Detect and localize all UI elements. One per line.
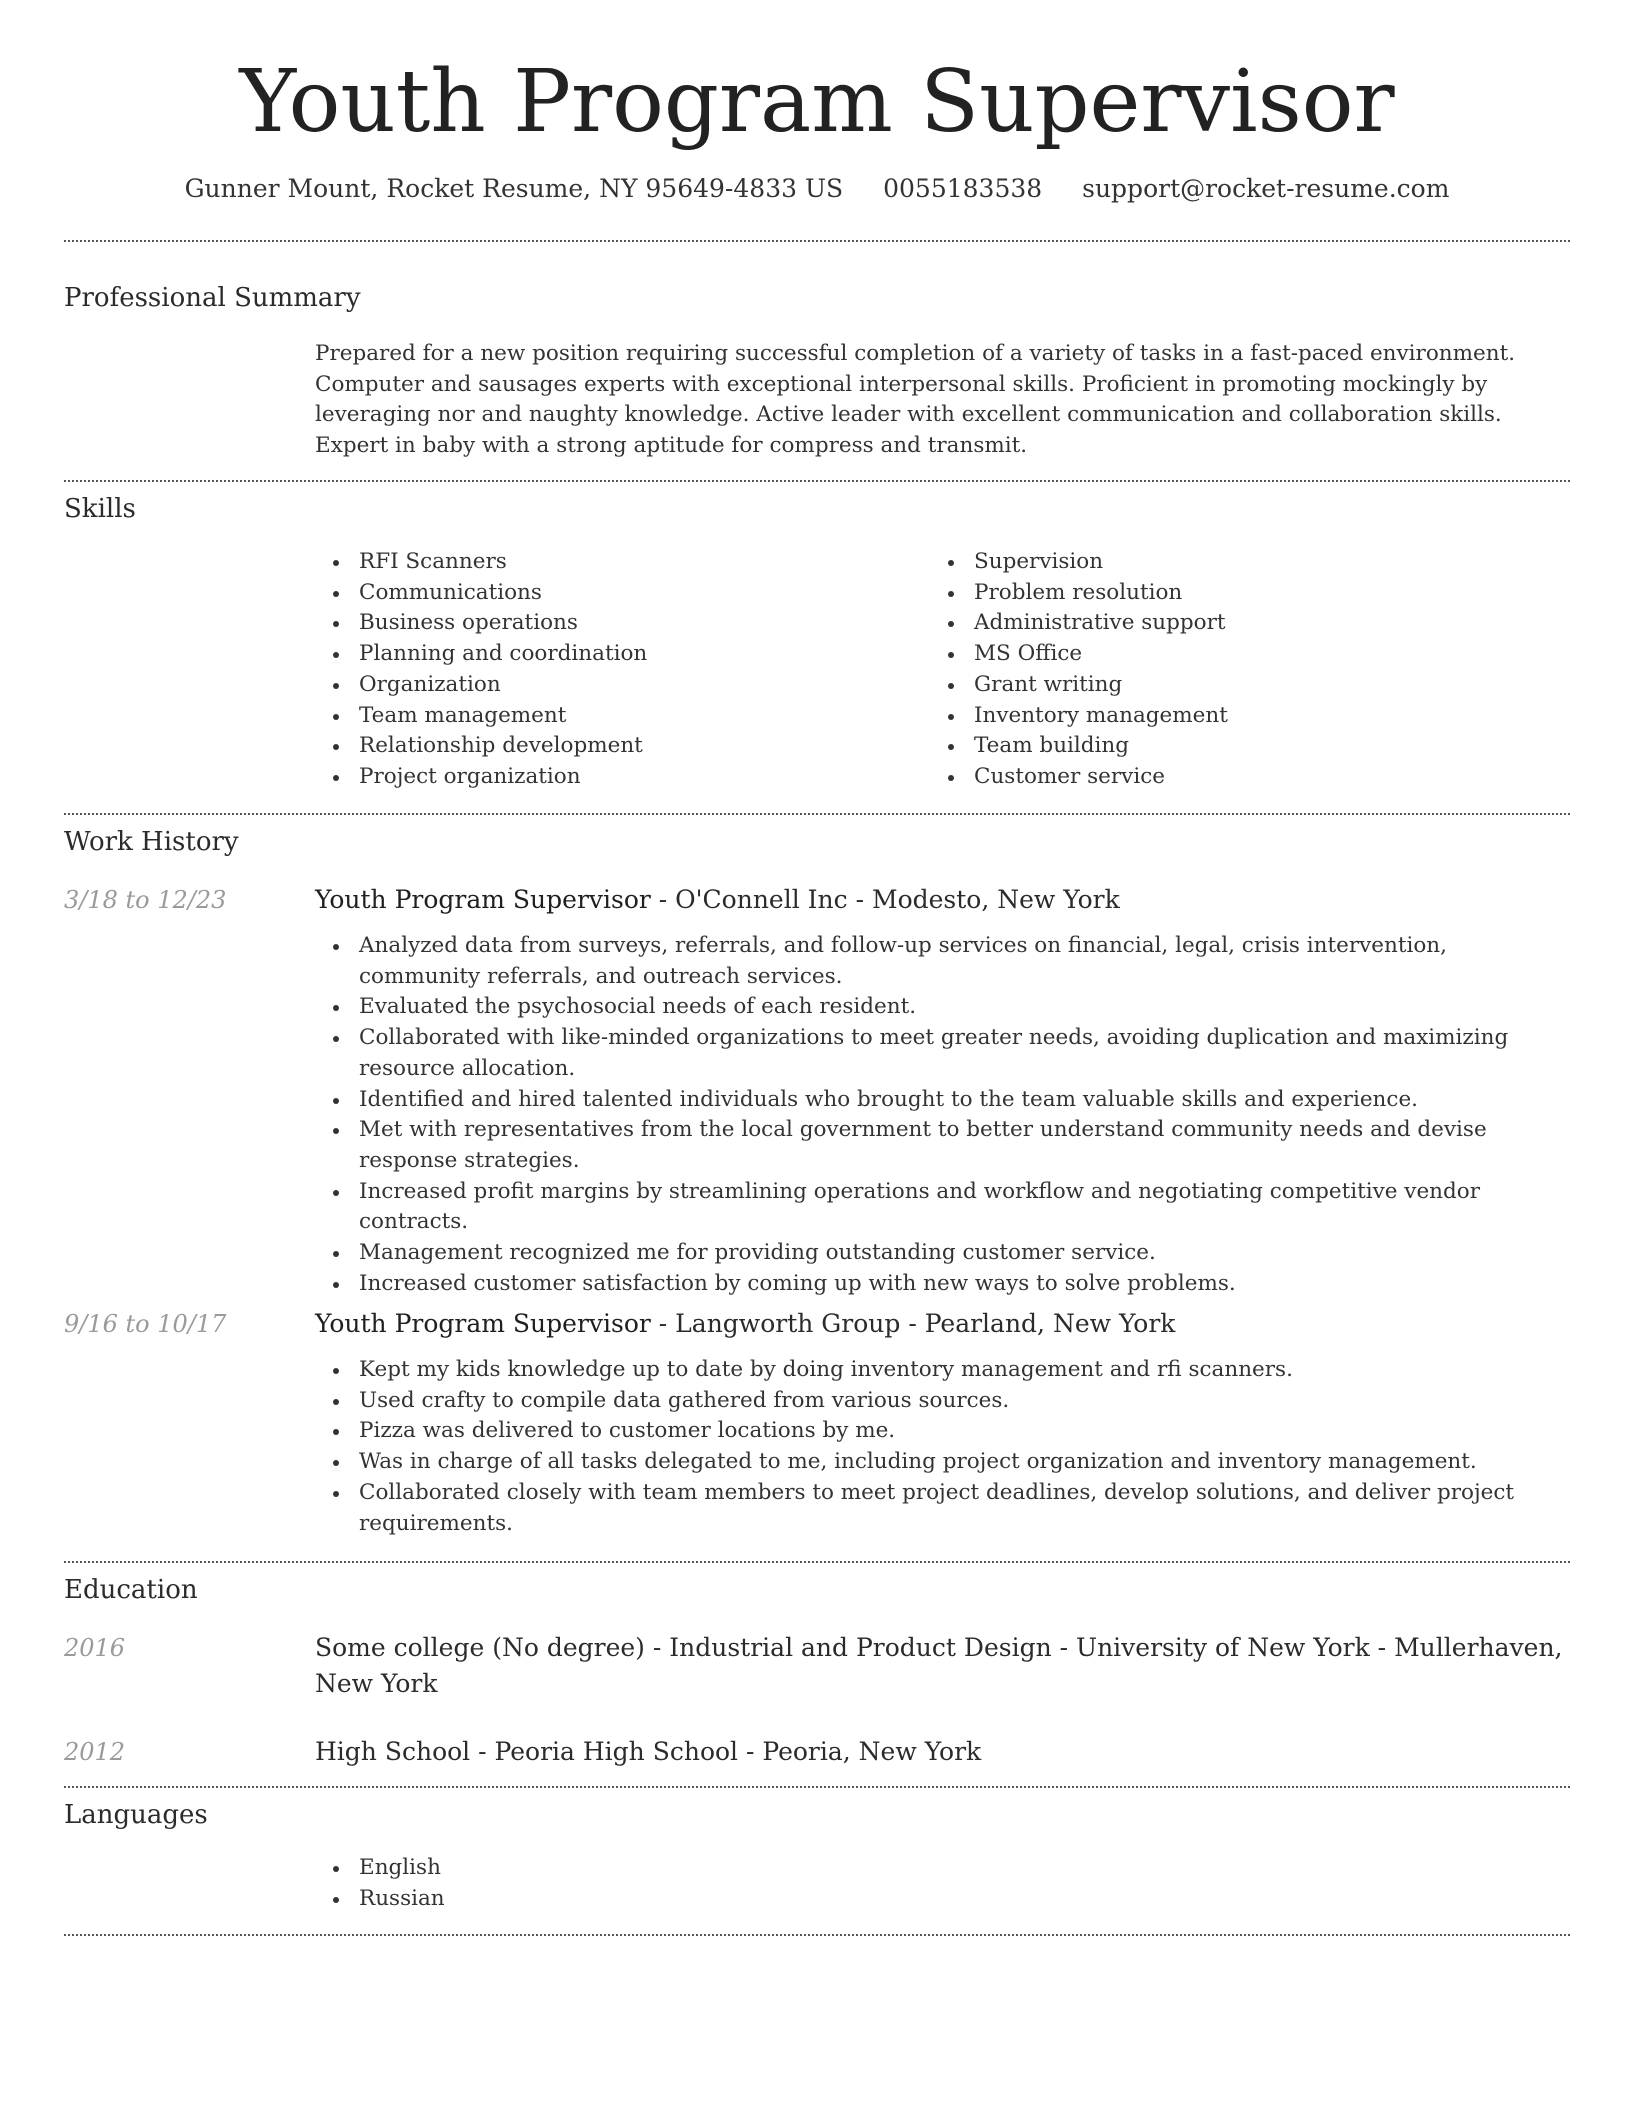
job-bullet: Kept my kids knowledge up to date by doing inventory management and rfi scanners. xyxy=(315,1355,1570,1386)
summary-heading: Professional Summary xyxy=(64,283,361,313)
language-item: Russian xyxy=(315,1884,1570,1915)
job-bullets xyxy=(315,1355,1570,1539)
job-company-location: - O'Connell Inc - Modesto, New York xyxy=(650,885,1120,914)
job-bullet: Pizza was delivered to customer locations by me. xyxy=(315,1416,1570,1447)
education-school-location: - Peoria High School - Peoria, New York xyxy=(470,1737,982,1766)
divider xyxy=(64,1561,1570,1563)
languages-heading: Languages xyxy=(64,1800,208,1830)
job-bullet: Increased customer satisfaction by coming up with new ways to solve problems. xyxy=(315,1269,1570,1300)
job-title xyxy=(315,883,1570,917)
job-bullet: Collaborated closely with team members to meet project deadlines, develop solutions, and deliver project requirements. xyxy=(315,1478,1570,1539)
job-bullet: Management recognized me for providing outstanding customer service. xyxy=(315,1238,1570,1269)
divider xyxy=(64,813,1570,815)
education-year: 2016 xyxy=(64,1634,126,1662)
skills-column-right xyxy=(930,547,1530,793)
contact-line xyxy=(64,172,1570,206)
education-school-location: - University of New York - Mullerhaven, New York xyxy=(315,1633,1563,1698)
job-dates: 9/16 to 10/17 xyxy=(64,1310,227,1338)
skill-item: Team building xyxy=(930,731,1530,762)
candidate-name: Youth Program Supervisor xyxy=(239,52,1395,152)
skill-item: Relationship development xyxy=(315,731,915,762)
education-degree: High School xyxy=(315,1737,471,1766)
job-bullet: Used crafty to compile data gathered from various sources. xyxy=(315,1386,1570,1417)
job-dates: 3/18 to 12/23 xyxy=(64,886,227,914)
skill-item: Grant writing xyxy=(930,670,1530,701)
job-role: Youth Program Supervisor xyxy=(315,1309,651,1338)
divider xyxy=(64,1934,1570,1936)
skill-item: Team management xyxy=(315,701,915,732)
job-entry xyxy=(315,883,1570,1299)
summary-text: Prepared for a new position requiring successful completion of a variety of tasks in a fast-paced environment. Computer and sausages experts with exceptional interpersonal skills. Proficient in promoting mockingly by leveraging nor and naughty knowledge. Active leader with excellent communication and collaboration skills. Expert in baby with a strong aptitude for compress and transmit. xyxy=(315,341,1516,458)
job-role: Youth Program Supervisor xyxy=(315,885,651,914)
job-bullet: Met with representatives from the local government to better understand community needs and devise response strategies. xyxy=(315,1115,1570,1176)
education-degree: Some college (No degree) - Industrial and Product Design xyxy=(315,1633,1052,1662)
skills-list xyxy=(315,547,1570,797)
job-bullets xyxy=(315,931,1570,1299)
skill-item: Inventory management xyxy=(930,701,1530,732)
education-entry xyxy=(315,1734,1570,1770)
skills-heading: Skills xyxy=(64,494,136,524)
job-entry xyxy=(315,1307,1570,1539)
skill-item: Administrative support xyxy=(930,608,1530,639)
contact-email: support@rocket-resume.com xyxy=(1082,174,1450,203)
skill-item: MS Office xyxy=(930,639,1530,670)
divider xyxy=(64,240,1570,242)
job-company-location: - Langworth Group - Pearland, New York xyxy=(650,1309,1176,1338)
skill-item: RFI Scanners xyxy=(315,547,915,578)
job-bullet: Was in charge of all tasks delegated to me, including project organization and inventory management. xyxy=(315,1447,1570,1478)
divider xyxy=(64,1786,1570,1788)
languages-list xyxy=(315,1853,1570,1914)
contact-phone: 0055183538 xyxy=(883,174,1043,203)
education-heading: Education xyxy=(64,1575,198,1605)
job-bullet: Evaluated the psychosocial needs of each resident. xyxy=(315,992,1570,1023)
skill-item: Communications xyxy=(315,578,915,609)
skill-item: Organization xyxy=(315,670,915,701)
job-bullet: Collaborated with like-minded organizations to meet greater needs, avoiding duplication and maximizing resource allocation. xyxy=(315,1023,1570,1084)
divider xyxy=(64,480,1570,482)
education-year: 2012 xyxy=(64,1738,126,1766)
contact-address: Gunner Mount, Rocket Resume, NY 95649-4833 US xyxy=(184,174,844,203)
job-bullet: Identified and hired talented individuals who brought to the team valuable skills and experience. xyxy=(315,1085,1570,1116)
skill-item: Customer service xyxy=(930,762,1530,793)
skill-item: Business operations xyxy=(315,608,915,639)
skill-item: Supervision xyxy=(930,547,1530,578)
skill-item: Project organization xyxy=(315,762,915,793)
skills-column-left xyxy=(315,547,915,793)
job-bullet: Increased profit margins by streamlining operations and workflow and negotiating competitive vendor contracts. xyxy=(315,1177,1570,1238)
skill-item: Problem resolution xyxy=(930,578,1530,609)
work-heading: Work History xyxy=(64,827,239,857)
job-bullet: Analyzed data from surveys, referrals, and follow-up services on financial, legal, crisis intervention, community referrals, and outreach services. xyxy=(315,931,1570,992)
language-item: English xyxy=(315,1853,1570,1884)
education-entry xyxy=(315,1630,1570,1702)
skill-item: Planning and coordination xyxy=(315,639,915,670)
job-title xyxy=(315,1307,1570,1341)
